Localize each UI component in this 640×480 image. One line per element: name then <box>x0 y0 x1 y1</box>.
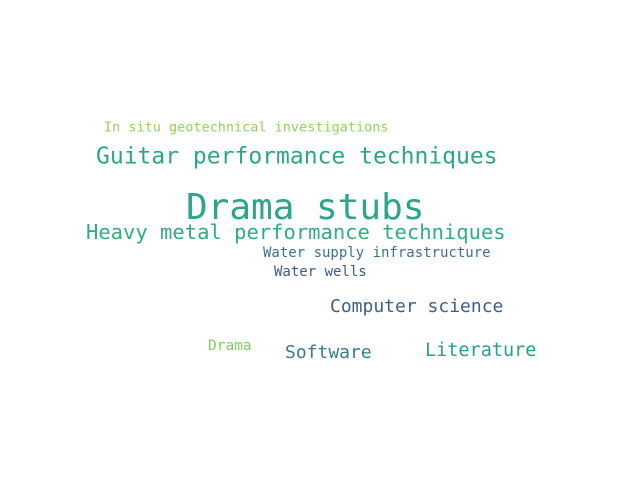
word-guitar-performance-techniques: Guitar performance techniques <box>96 143 498 170</box>
word-drama-stubs: Drama stubs <box>186 187 425 228</box>
word-water-supply-infrastructure: Water supply infrastructure <box>263 245 491 261</box>
word-in-situ-geotechnical-investigations: In situ geotechnical investigations <box>104 119 389 136</box>
word-literature: Literature <box>425 339 537 361</box>
word-heavy-metal-performance-techniques: Heavy metal performance techniques <box>86 219 506 244</box>
word-computer-science: Computer science <box>330 296 504 317</box>
word-software: Software <box>285 342 372 363</box>
word-drama: Drama <box>208 337 252 354</box>
word-water-wells: Water wells <box>274 264 367 280</box>
